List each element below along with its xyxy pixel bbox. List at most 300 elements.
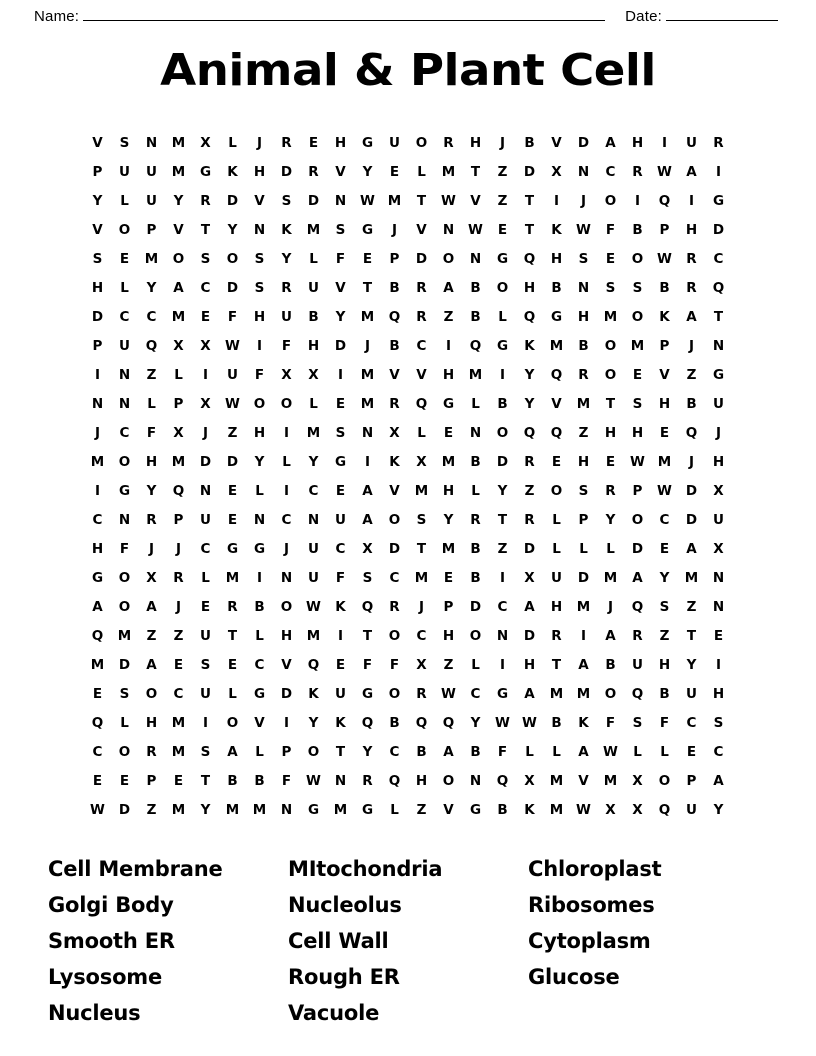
grid-cell[interactable]: H <box>631 425 644 442</box>
grid-cell[interactable]: P <box>659 338 670 355</box>
grid-cell[interactable]: J <box>580 193 587 210</box>
grid-cell[interactable]: B <box>497 802 508 819</box>
grid-cell[interactable]: G <box>496 338 509 355</box>
grid-cell[interactable]: O <box>496 425 509 442</box>
grid-cell[interactable]: L <box>606 541 615 558</box>
grid-cell[interactable]: D <box>334 338 347 355</box>
grid-cell[interactable]: R <box>227 599 238 616</box>
grid-cell[interactable]: E <box>200 599 211 616</box>
grid-cell[interactable]: R <box>713 135 724 152</box>
grid-cell[interactable]: M <box>657 454 672 471</box>
grid-cell[interactable]: W <box>441 193 456 210</box>
grid-cell[interactable]: M <box>576 686 591 703</box>
grid-cell[interactable]: A <box>362 483 373 500</box>
grid-cell[interactable]: Q <box>550 367 563 384</box>
grid-cell[interactable]: R <box>416 280 427 297</box>
grid-cell[interactable]: A <box>173 280 184 297</box>
grid-cell[interactable]: O <box>118 454 131 471</box>
grid-cell[interactable]: X <box>200 396 211 413</box>
grid-cell[interactable]: Z <box>686 599 697 616</box>
grid-cell[interactable]: J <box>418 599 425 616</box>
grid-cell[interactable]: Q <box>496 773 509 790</box>
grid-cell[interactable]: L <box>174 367 183 384</box>
grid-cell[interactable]: Q <box>172 483 185 500</box>
grid-cell[interactable]: E <box>173 657 184 674</box>
grid-cell[interactable]: G <box>361 135 374 152</box>
grid-cell[interactable]: N <box>469 251 482 268</box>
grid-cell[interactable]: G <box>550 309 563 326</box>
grid-cell[interactable]: N <box>577 280 590 297</box>
grid-cell[interactable]: E <box>119 773 130 790</box>
grid-cell[interactable]: G <box>361 686 374 703</box>
grid-cell[interactable]: C <box>119 309 130 326</box>
grid-cell[interactable]: J <box>607 599 614 616</box>
grid-cell[interactable]: I <box>283 425 290 442</box>
grid-cell[interactable]: I <box>499 367 506 384</box>
grid-cell[interactable]: J <box>283 541 290 558</box>
grid-cell[interactable]: W <box>225 338 240 355</box>
grid-cell[interactable]: U <box>686 135 697 152</box>
grid-cell[interactable]: E <box>335 483 346 500</box>
grid-cell[interactable]: V <box>254 193 265 210</box>
grid-cell[interactable]: F <box>281 773 292 790</box>
grid-cell[interactable]: Z <box>146 802 157 819</box>
grid-cell[interactable]: S <box>362 570 373 587</box>
grid-cell[interactable]: X <box>416 657 427 674</box>
grid-cell[interactable]: A <box>686 541 697 558</box>
grid-cell[interactable]: E <box>362 251 373 268</box>
grid-cell[interactable]: P <box>92 338 103 355</box>
grid-cell[interactable]: S <box>578 483 589 500</box>
grid-cell[interactable]: U <box>146 193 157 210</box>
grid-cell[interactable]: M <box>117 628 132 645</box>
grid-cell[interactable]: L <box>147 396 156 413</box>
grid-cell[interactable]: E <box>443 425 454 442</box>
grid-cell[interactable]: B <box>227 773 238 790</box>
grid-cell[interactable]: U <box>227 367 238 384</box>
grid-cell[interactable]: E <box>713 628 724 645</box>
grid-cell[interactable]: I <box>364 454 371 471</box>
grid-cell[interactable]: S <box>713 715 724 732</box>
grid-cell[interactable]: G <box>496 251 509 268</box>
grid-cell[interactable]: G <box>199 164 212 181</box>
grid-cell[interactable]: R <box>578 367 589 384</box>
grid-cell[interactable]: O <box>442 773 455 790</box>
grid-cell[interactable]: R <box>281 280 292 297</box>
grid-cell[interactable]: E <box>632 367 643 384</box>
grid-cell[interactable]: E <box>686 744 697 761</box>
grid-cell[interactable]: Q <box>658 193 671 210</box>
grid-cell[interactable]: Q <box>685 425 698 442</box>
grid-cell[interactable]: G <box>253 541 266 558</box>
grid-cell[interactable]: H <box>658 657 671 674</box>
grid-cell[interactable]: U <box>281 309 292 326</box>
grid-cell[interactable]: J <box>715 425 722 442</box>
grid-cell[interactable]: A <box>686 309 697 326</box>
grid-cell[interactable]: B <box>686 396 697 413</box>
grid-cell[interactable]: T <box>497 512 508 529</box>
grid-cell[interactable]: O <box>118 599 131 616</box>
grid-cell[interactable]: Y <box>524 367 535 384</box>
grid-cell[interactable]: H <box>145 715 158 732</box>
grid-cell[interactable]: C <box>389 744 400 761</box>
grid-cell[interactable]: O <box>604 193 617 210</box>
grid-cell[interactable]: N <box>469 425 482 442</box>
grid-cell[interactable]: I <box>94 367 101 384</box>
grid-cell[interactable]: X <box>713 483 724 500</box>
grid-cell[interactable]: G <box>334 454 347 471</box>
grid-cell[interactable]: N <box>469 773 482 790</box>
grid-cell[interactable]: R <box>281 135 292 152</box>
grid-cell[interactable]: M <box>441 454 456 471</box>
grid-cell[interactable]: E <box>335 657 346 674</box>
grid-cell[interactable]: J <box>148 541 155 558</box>
grid-cell[interactable]: F <box>659 715 670 732</box>
grid-cell[interactable]: E <box>605 454 616 471</box>
grid-cell[interactable]: D <box>523 628 536 645</box>
grid-cell[interactable]: U <box>308 570 319 587</box>
grid-cell[interactable]: A <box>227 744 238 761</box>
grid-cell[interactable]: Y <box>308 715 319 732</box>
grid-cell[interactable]: M <box>576 599 591 616</box>
grid-cell[interactable]: S <box>632 715 643 732</box>
grid-cell[interactable]: X <box>281 367 292 384</box>
grid-cell[interactable]: E <box>497 222 508 239</box>
grid-cell[interactable]: D <box>523 541 536 558</box>
grid-cell[interactable]: L <box>120 715 129 732</box>
grid-cell[interactable]: M <box>225 802 240 819</box>
grid-cell[interactable]: Q <box>388 773 401 790</box>
grid-cell[interactable]: G <box>91 570 104 587</box>
grid-cell[interactable]: D <box>577 135 590 152</box>
grid-cell[interactable]: O <box>442 251 455 268</box>
grid-cell[interactable]: V <box>335 164 346 181</box>
grid-cell[interactable]: R <box>686 280 697 297</box>
grid-cell[interactable]: S <box>335 222 346 239</box>
grid-cell[interactable]: R <box>605 483 616 500</box>
grid-cell[interactable]: N <box>334 773 347 790</box>
grid-cell[interactable]: P <box>659 222 670 239</box>
grid-cell[interactable]: D <box>199 454 212 471</box>
grid-cell[interactable]: I <box>715 164 722 181</box>
grid-cell[interactable]: O <box>388 686 401 703</box>
grid-cell[interactable]: H <box>253 309 266 326</box>
grid-cell[interactable]: Q <box>712 280 725 297</box>
grid-cell[interactable]: O <box>226 251 239 268</box>
grid-cell[interactable]: U <box>200 512 211 529</box>
grid-cell[interactable]: H <box>712 454 725 471</box>
grid-cell[interactable]: O <box>253 396 266 413</box>
grid-cell[interactable]: V <box>335 280 346 297</box>
grid-cell[interactable]: O <box>496 280 509 297</box>
grid-cell[interactable]: W <box>441 686 456 703</box>
grid-cell[interactable]: N <box>280 570 293 587</box>
grid-cell[interactable]: B <box>497 396 508 413</box>
grid-cell[interactable]: S <box>605 280 616 297</box>
grid-cell[interactable]: W <box>576 802 591 819</box>
grid-cell[interactable]: C <box>497 599 508 616</box>
grid-cell[interactable]: Z <box>659 628 670 645</box>
grid-cell[interactable]: A <box>713 773 724 790</box>
grid-cell[interactable]: N <box>334 193 347 210</box>
grid-cell[interactable]: C <box>92 512 103 529</box>
grid-cell[interactable]: K <box>308 686 319 703</box>
grid-cell[interactable]: D <box>469 599 482 616</box>
grid-cell[interactable]: B <box>524 135 535 152</box>
grid-cell[interactable]: P <box>686 773 697 790</box>
grid-cell[interactable]: D <box>631 541 644 558</box>
grid-cell[interactable]: O <box>145 686 158 703</box>
grid-cell[interactable]: O <box>118 744 131 761</box>
grid-cell[interactable]: Y <box>92 193 103 210</box>
grid-cell[interactable]: S <box>254 251 265 268</box>
grid-cell[interactable]: F <box>281 338 292 355</box>
grid-cell[interactable]: B <box>470 744 481 761</box>
grid-cell[interactable]: F <box>254 367 265 384</box>
grid-cell[interactable]: H <box>442 628 455 645</box>
grid-cell[interactable]: R <box>632 628 643 645</box>
grid-cell[interactable]: I <box>337 367 344 384</box>
grid-cell[interactable]: M <box>252 802 267 819</box>
grid-cell[interactable]: A <box>92 599 103 616</box>
grid-cell[interactable]: T <box>713 309 724 326</box>
grid-cell[interactable]: K <box>659 309 670 326</box>
grid-cell[interactable]: L <box>471 657 480 674</box>
grid-cell[interactable]: E <box>173 773 184 790</box>
grid-cell[interactable]: O <box>226 715 239 732</box>
grid-cell[interactable]: H <box>631 135 644 152</box>
grid-cell[interactable]: H <box>253 164 266 181</box>
grid-cell[interactable]: B <box>605 657 616 674</box>
grid-cell[interactable]: O <box>388 512 401 529</box>
grid-cell[interactable]: H <box>442 483 455 500</box>
grid-cell[interactable]: B <box>470 280 481 297</box>
grid-cell[interactable]: M <box>441 541 456 558</box>
grid-cell[interactable]: V <box>173 222 184 239</box>
grid-cell[interactable]: V <box>659 367 670 384</box>
grid-cell[interactable]: T <box>362 280 373 297</box>
grid-cell[interactable]: Z <box>146 628 157 645</box>
grid-cell[interactable]: E <box>335 396 346 413</box>
grid-cell[interactable]: M <box>549 802 564 819</box>
grid-cell[interactable]: L <box>417 425 426 442</box>
grid-cell[interactable]: Q <box>145 338 158 355</box>
grid-cell[interactable]: V <box>389 367 400 384</box>
grid-cell[interactable]: S <box>578 251 589 268</box>
grid-cell[interactable]: J <box>202 425 209 442</box>
grid-cell[interactable]: R <box>524 512 535 529</box>
word-search-grid[interactable] <box>84 129 732 825</box>
grid-cell[interactable]: Q <box>361 599 374 616</box>
grid-cell[interactable]: N <box>712 570 725 587</box>
grid-cell[interactable]: X <box>200 135 211 152</box>
grid-cell[interactable]: M <box>306 628 321 645</box>
grid-cell[interactable]: B <box>632 222 643 239</box>
grid-cell[interactable]: B <box>659 686 670 703</box>
grid-cell[interactable]: X <box>389 425 400 442</box>
grid-cell[interactable]: T <box>335 744 346 761</box>
grid-cell[interactable]: Q <box>523 309 536 326</box>
grid-cell[interactable]: W <box>306 773 321 790</box>
grid-cell[interactable]: X <box>173 338 184 355</box>
grid-cell[interactable]: Y <box>605 512 616 529</box>
grid-cell[interactable]: H <box>523 280 536 297</box>
grid-cell[interactable]: W <box>360 193 375 210</box>
grid-cell[interactable]: D <box>685 512 698 529</box>
grid-cell[interactable]: O <box>550 483 563 500</box>
grid-cell[interactable]: Z <box>497 193 508 210</box>
grid-cell[interactable]: V <box>551 135 562 152</box>
grid-cell[interactable]: D <box>523 164 536 181</box>
grid-cell[interactable]: Y <box>200 802 211 819</box>
grid-cell[interactable]: V <box>389 483 400 500</box>
grid-cell[interactable]: K <box>227 164 238 181</box>
grid-cell[interactable]: L <box>120 193 129 210</box>
grid-cell[interactable]: J <box>688 454 695 471</box>
grid-cell[interactable]: M <box>387 193 402 210</box>
grid-cell[interactable]: X <box>362 541 373 558</box>
grid-cell[interactable]: W <box>225 396 240 413</box>
grid-cell[interactable]: S <box>92 251 103 268</box>
grid-cell[interactable]: N <box>712 338 725 355</box>
date-blank-line[interactable] <box>666 8 778 21</box>
grid-cell[interactable]: I <box>499 657 506 674</box>
grid-cell[interactable]: Q <box>631 599 644 616</box>
grid-cell[interactable]: B <box>254 773 265 790</box>
grid-cell[interactable]: B <box>470 541 481 558</box>
grid-cell[interactable]: Q <box>550 425 563 442</box>
grid-cell[interactable]: C <box>416 338 427 355</box>
grid-cell[interactable]: R <box>632 164 643 181</box>
grid-cell[interactable]: G <box>253 686 266 703</box>
grid-cell[interactable]: E <box>227 483 238 500</box>
grid-cell[interactable]: S <box>659 599 670 616</box>
grid-cell[interactable]: Q <box>415 715 428 732</box>
grid-cell[interactable]: R <box>686 251 697 268</box>
grid-cell[interactable]: X <box>173 425 184 442</box>
grid-cell[interactable]: H <box>469 135 482 152</box>
grid-cell[interactable]: Y <box>686 657 697 674</box>
grid-cell[interactable]: C <box>389 570 400 587</box>
grid-cell[interactable]: X <box>551 164 562 181</box>
grid-cell[interactable]: P <box>173 396 184 413</box>
grid-cell[interactable]: O <box>469 628 482 645</box>
grid-cell[interactable]: H <box>334 135 347 152</box>
grid-cell[interactable]: Z <box>227 425 238 442</box>
grid-cell[interactable]: L <box>255 628 264 645</box>
grid-cell[interactable]: U <box>200 686 211 703</box>
grid-cell[interactable]: Z <box>497 164 508 181</box>
grid-cell[interactable]: R <box>308 164 319 181</box>
grid-cell[interactable]: C <box>713 251 724 268</box>
grid-cell[interactable]: D <box>415 251 428 268</box>
grid-cell[interactable]: G <box>712 367 725 384</box>
grid-cell[interactable]: M <box>306 425 321 442</box>
grid-cell[interactable]: U <box>200 628 211 645</box>
grid-cell[interactable]: A <box>605 628 616 645</box>
grid-cell[interactable]: Q <box>415 396 428 413</box>
grid-cell[interactable]: O <box>631 309 644 326</box>
grid-cell[interactable]: L <box>282 454 291 471</box>
grid-cell[interactable]: C <box>254 657 265 674</box>
grid-cell[interactable]: R <box>470 512 481 529</box>
grid-cell[interactable]: F <box>335 570 346 587</box>
grid-cell[interactable]: S <box>254 280 265 297</box>
grid-cell[interactable]: C <box>92 744 103 761</box>
grid-cell[interactable]: A <box>146 657 157 674</box>
grid-cell[interactable]: N <box>199 483 212 500</box>
grid-cell[interactable]: O <box>604 686 617 703</box>
grid-cell[interactable]: D <box>496 454 509 471</box>
grid-cell[interactable]: W <box>657 483 672 500</box>
grid-cell[interactable]: I <box>202 715 209 732</box>
grid-cell[interactable]: Q <box>388 309 401 326</box>
grid-cell[interactable]: U <box>308 541 319 558</box>
grid-cell[interactable]: U <box>308 280 319 297</box>
grid-cell[interactable]: O <box>118 222 131 239</box>
grid-cell[interactable]: M <box>333 802 348 819</box>
grid-cell[interactable]: N <box>280 802 293 819</box>
grid-cell[interactable]: M <box>414 570 429 587</box>
grid-cell[interactable]: N <box>118 512 131 529</box>
grid-cell[interactable]: N <box>253 512 266 529</box>
grid-cell[interactable]: Y <box>443 512 454 529</box>
grid-cell[interactable]: B <box>389 338 400 355</box>
grid-cell[interactable]: E <box>119 251 130 268</box>
grid-cell[interactable]: U <box>335 512 346 529</box>
grid-cell[interactable]: O <box>604 338 617 355</box>
grid-cell[interactable]: W <box>495 715 510 732</box>
grid-cell[interactable]: J <box>391 222 398 239</box>
grid-cell[interactable]: U <box>335 686 346 703</box>
grid-cell[interactable]: Q <box>469 338 482 355</box>
grid-cell[interactable]: A <box>443 744 454 761</box>
grid-cell[interactable]: S <box>200 657 211 674</box>
grid-cell[interactable]: H <box>280 628 293 645</box>
grid-cell[interactable]: Q <box>361 715 374 732</box>
grid-cell[interactable]: I <box>256 570 263 587</box>
grid-cell[interactable]: K <box>281 222 292 239</box>
grid-cell[interactable]: U <box>146 164 157 181</box>
grid-cell[interactable]: E <box>227 657 238 674</box>
grid-cell[interactable]: Z <box>443 309 454 326</box>
grid-cell[interactable]: T <box>416 193 427 210</box>
grid-cell[interactable]: Y <box>659 570 670 587</box>
grid-cell[interactable]: M <box>684 570 699 587</box>
grid-cell[interactable]: X <box>416 454 427 471</box>
grid-cell[interactable]: I <box>94 483 101 500</box>
grid-cell[interactable]: X <box>632 773 643 790</box>
grid-cell[interactable]: Z <box>497 541 508 558</box>
grid-cell[interactable]: M <box>171 454 186 471</box>
grid-cell[interactable]: C <box>200 280 211 297</box>
grid-cell[interactable]: Y <box>524 396 535 413</box>
grid-cell[interactable]: N <box>361 425 374 442</box>
grid-cell[interactable]: I <box>256 338 263 355</box>
grid-cell[interactable]: I <box>688 193 695 210</box>
grid-cell[interactable]: D <box>118 802 131 819</box>
grid-cell[interactable]: L <box>552 541 561 558</box>
grid-cell[interactable]: A <box>146 599 157 616</box>
grid-cell[interactable]: H <box>577 454 590 471</box>
grid-cell[interactable]: M <box>144 251 159 268</box>
grid-cell[interactable]: W <box>657 164 672 181</box>
grid-cell[interactable]: E <box>92 686 103 703</box>
grid-cell[interactable]: D <box>577 570 590 587</box>
grid-cell[interactable]: I <box>499 570 506 587</box>
grid-cell[interactable]: Z <box>443 657 454 674</box>
grid-cell[interactable]: Y <box>227 222 238 239</box>
